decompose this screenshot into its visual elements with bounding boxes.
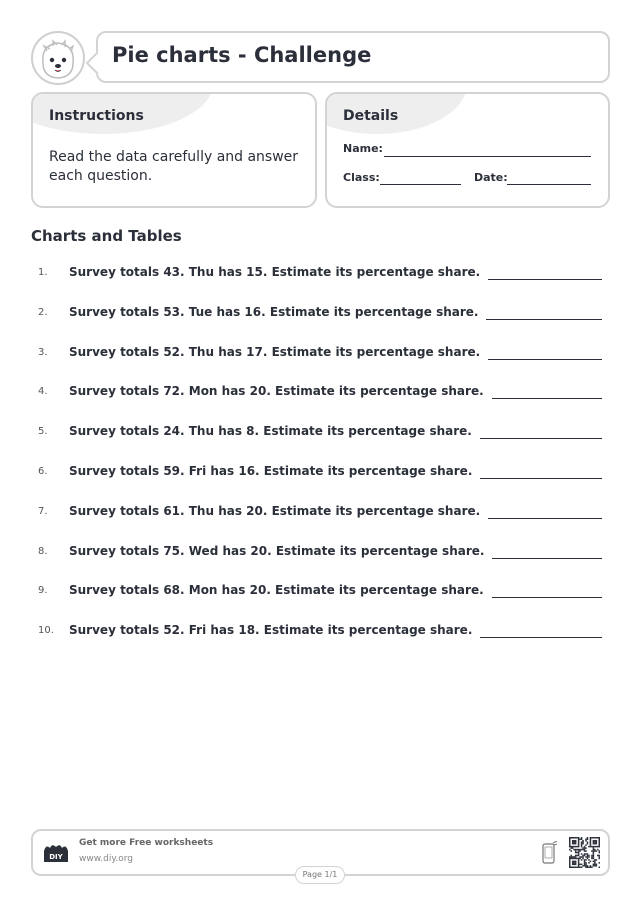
instructions-text: Read the data carefully and answer each question.: [49, 149, 299, 184]
question-number: 10.: [38, 625, 54, 637]
answer-line[interactable]: [488, 518, 602, 519]
question-text: Survey totals 53. Tue has 16. Estimate its percentage share.: [69, 304, 479, 319]
details-heading: Details: [343, 108, 399, 124]
footer-promo-text: Get more Free worksheets: [79, 838, 214, 848]
answer-line[interactable]: [480, 438, 602, 439]
question-text: Survey totals 52. Fri has 18. Estimate its percentage share.: [69, 623, 473, 638]
question-number: 5.: [38, 426, 48, 438]
question-number: 1.: [38, 267, 48, 278]
answer-line[interactable]: [486, 319, 602, 320]
question-row: [31, 461, 602, 501]
question-row: [31, 501, 602, 541]
date-field[interactable]: [507, 184, 591, 185]
question-row: [31, 342, 602, 382]
answer-line[interactable]: [480, 637, 602, 638]
question-number: 8.: [38, 545, 48, 557]
question-text: Survey totals 59. Fri has 16. Estimate its percentage share.: [69, 463, 473, 478]
question-text: Survey totals 72. Mon has 20. Estimate its percentage share.: [69, 384, 484, 399]
question-number: 9.: [38, 585, 48, 597]
question-text: Survey totals 43. Thu has 15. Estimate its percentage share.: [69, 265, 481, 279]
page-indicator: Page 1/1: [295, 866, 345, 884]
svg-text:DIY: DIY: [49, 853, 63, 861]
speech-notch: [86, 52, 109, 75]
page-title: Pie charts - Challenge: [112, 43, 372, 67]
question-row: [31, 580, 602, 620]
answer-line[interactable]: [480, 478, 602, 479]
question-row: [31, 620, 602, 660]
question-row: [31, 421, 602, 461]
answer-line[interactable]: [492, 558, 602, 559]
name-label: Name:: [343, 142, 383, 155]
diy-logo-icon: [43, 843, 69, 863]
phone-icon: [542, 841, 558, 865]
class-field[interactable]: [380, 184, 461, 185]
section-title: Charts and Tables: [31, 227, 182, 245]
answer-line[interactable]: [492, 398, 602, 399]
question-number: 7.: [38, 505, 48, 517]
question-text: Survey totals 52. Thu has 17. Estimate its percentage share.: [69, 344, 481, 359]
question-text: Survey totals 75. Wed has 20. Estimate its percentage share.: [69, 543, 485, 558]
question-text: Survey totals 24. Thu has 8. Estimate its percentage share.: [69, 424, 472, 439]
title-box: [96, 31, 610, 83]
details-panel: [325, 92, 610, 208]
answer-line[interactable]: [492, 597, 602, 598]
question-number: 6.: [38, 465, 48, 477]
footer-link[interactable]: www.diy.org: [79, 854, 133, 864]
question-text: Survey totals 68. Mon has 20. Estimate its percentage share.: [69, 583, 484, 598]
qr-code-icon: [569, 837, 600, 868]
class-label: Class:: [343, 171, 380, 184]
question-row: [31, 302, 602, 342]
instructions-panel: [31, 92, 317, 208]
question-number: 4.: [38, 386, 48, 398]
question-text: Survey totals 61. Thu has 20. Estimate its percentage share.: [69, 503, 481, 518]
question-number: 2.: [38, 306, 48, 318]
answer-line[interactable]: [488, 359, 602, 360]
question-row: [31, 381, 602, 421]
name-field[interactable]: [384, 156, 591, 157]
question-number: 3.: [38, 346, 48, 358]
date-label: Date:: [474, 171, 508, 184]
mascot-icon: [31, 31, 85, 85]
question-list: [31, 262, 602, 660]
question-row: [31, 262, 602, 302]
answer-line[interactable]: [488, 279, 602, 280]
question-row: [31, 541, 602, 581]
instructions-heading: Instructions: [49, 108, 144, 124]
